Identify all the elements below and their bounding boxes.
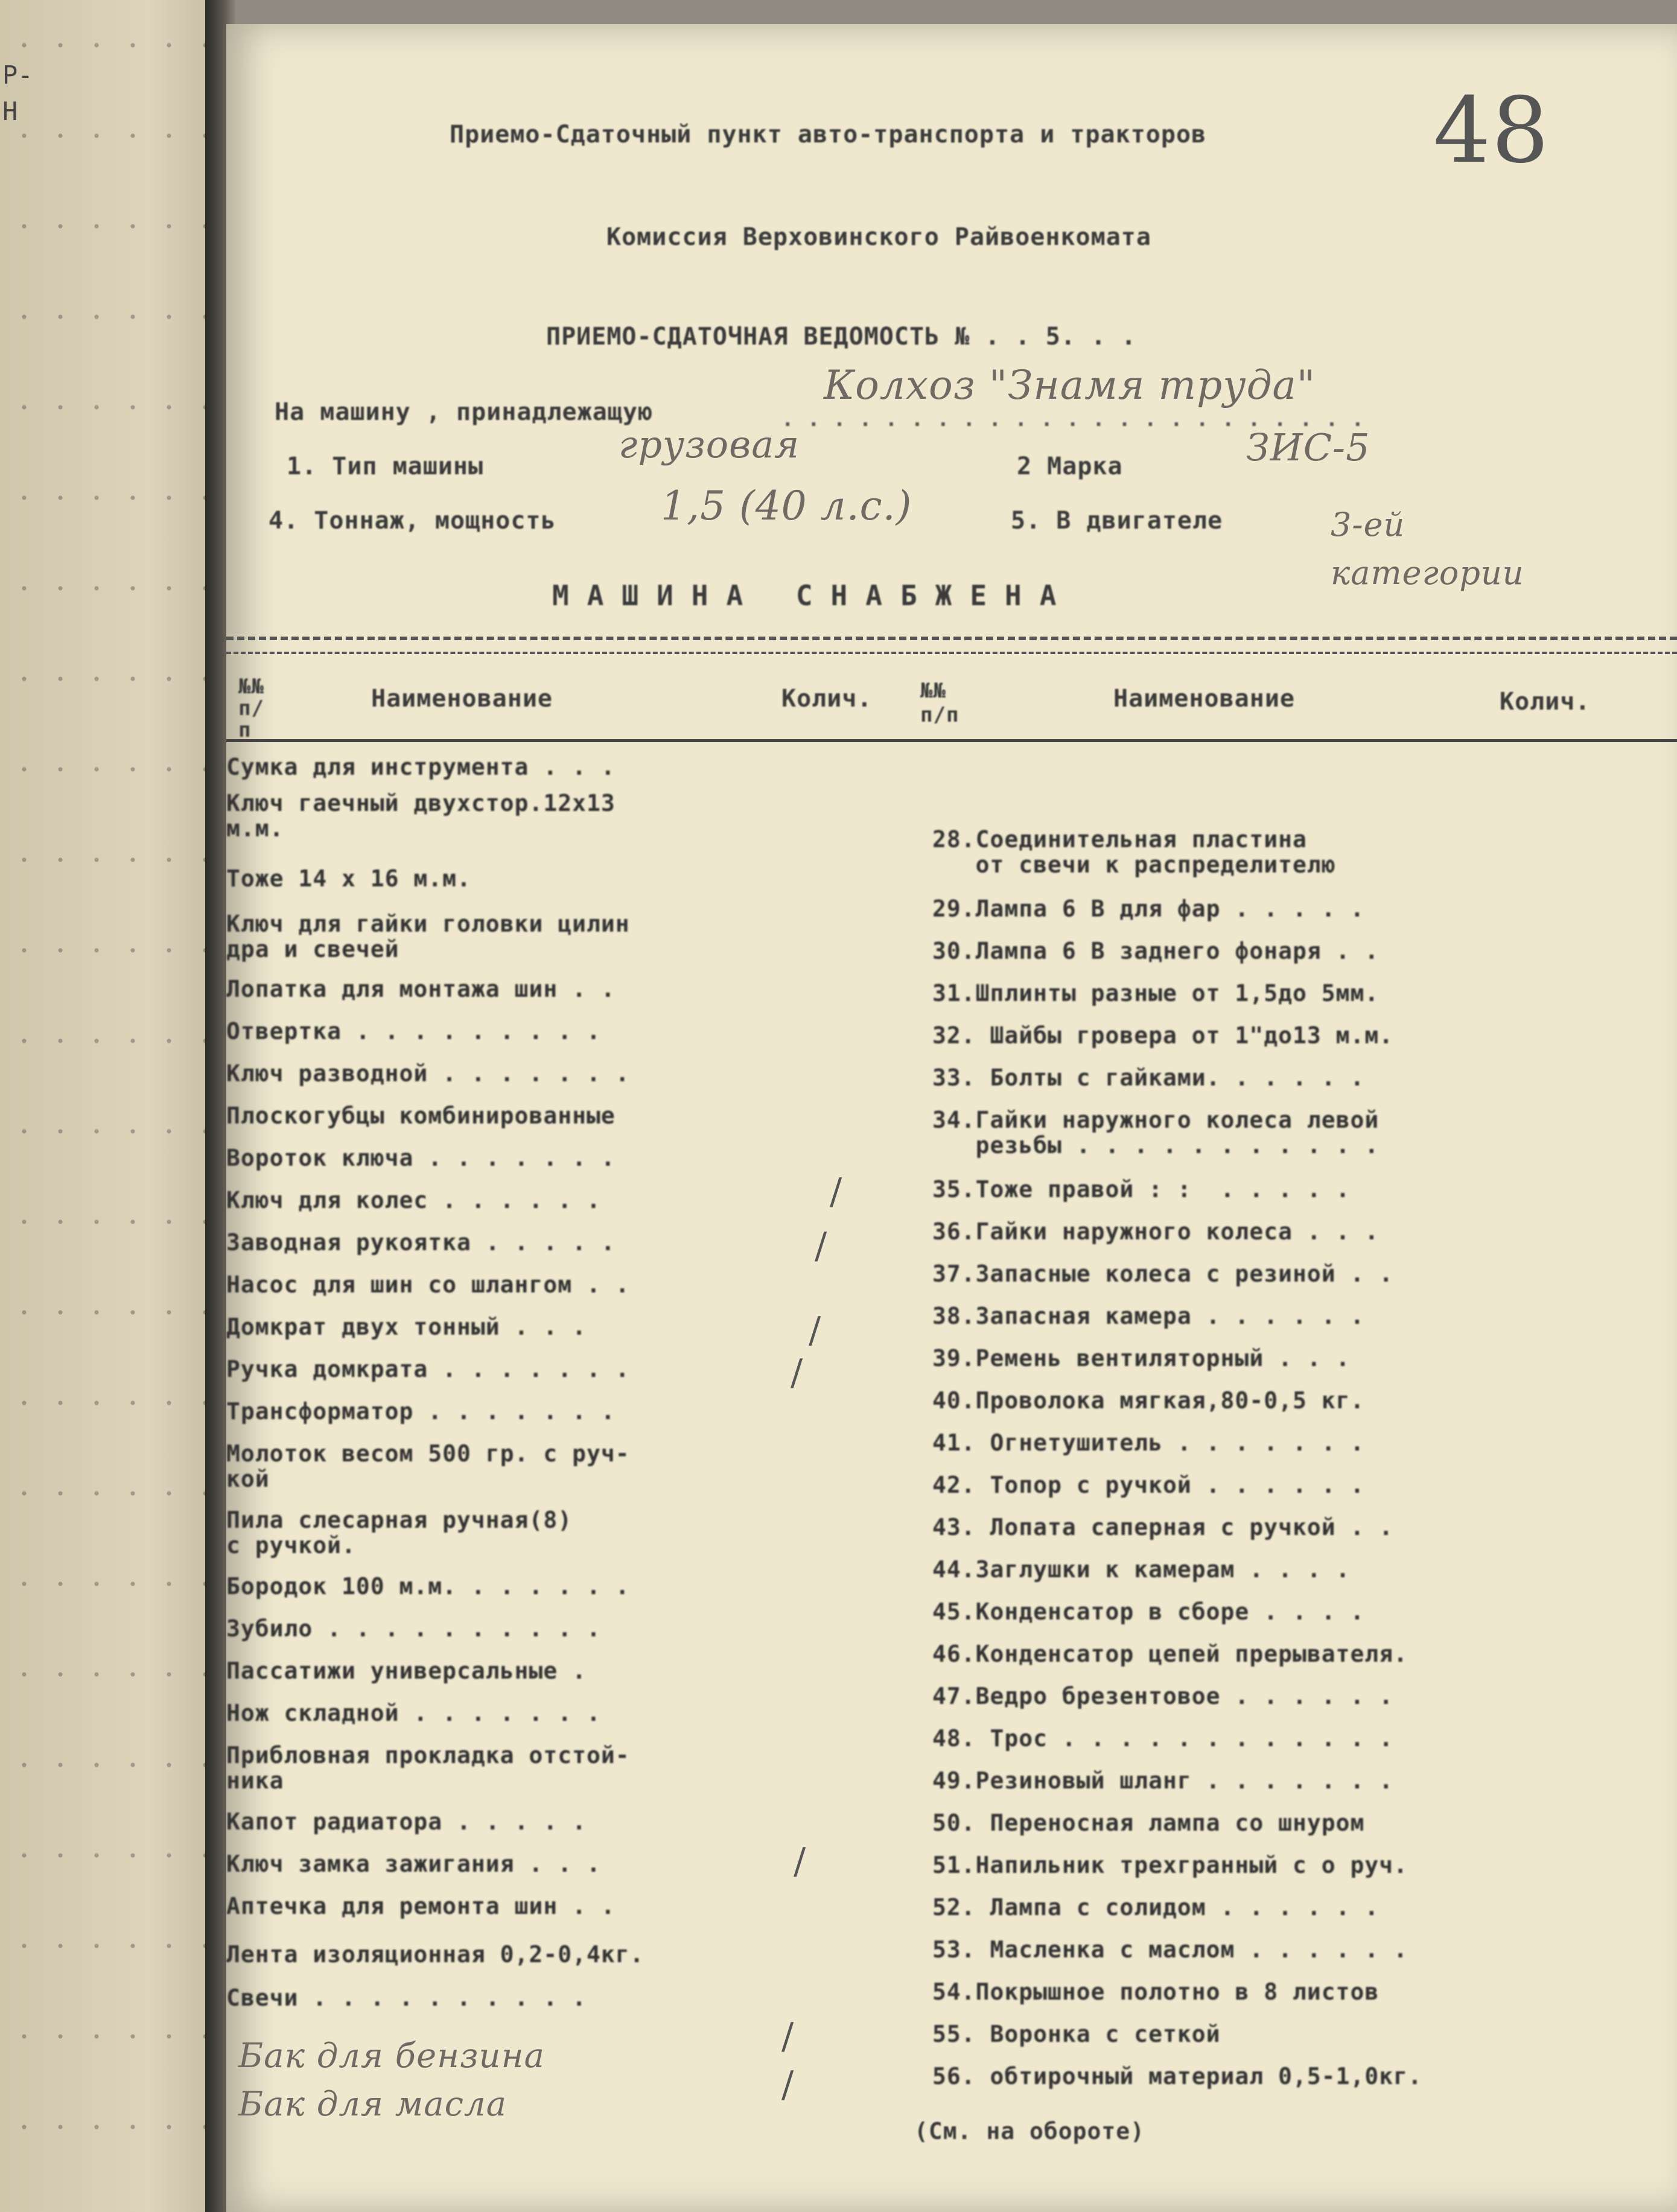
left-page-fragment: Н <box>2 97 18 126</box>
brand-value: ЗИС-5 <box>1246 425 1370 469</box>
list-item: 37.Запасные колеса с резиной . . <box>932 1260 1394 1287</box>
list-item: Заводная рукоятка . . . . . <box>226 1229 616 1256</box>
list-item: Сумка для инструмента . . . <box>226 754 616 780</box>
check-tick: / <box>781 2015 794 2058</box>
engine-label: 5. В двигателе <box>1011 507 1223 535</box>
left-page-dots <box>0 0 214 2212</box>
list-item: 33. Болты с гайками. . . . . . <box>932 1064 1365 1091</box>
list-item: Ключ гаечный двухстор.12х13 м.м. <box>226 790 616 842</box>
col-name-left: Наименование <box>371 685 553 713</box>
table-header-bottom-rule <box>226 739 1677 742</box>
list-item: Пассатижи универсальные . <box>226 1657 587 1684</box>
handwritten-item: Бак для бензина <box>238 2036 545 2076</box>
list-item: 38.Запасная камера . . . . . . <box>932 1303 1365 1329</box>
tonnage-label: 4. Тоннаж, мощность <box>269 507 556 535</box>
list-item: Прибловная прокладка отстой- ника <box>226 1742 630 1794</box>
check-tick: / <box>815 1225 827 1267</box>
engine-value: 3-ей категории <box>1331 506 1524 592</box>
list-item: 45.Конденсатор в сборе . . . . <box>932 1598 1365 1625</box>
list-item: Пила слесарная ручная(8) с ручкой. <box>226 1507 573 1559</box>
document-page <box>226 24 1677 2212</box>
list-item: Бородок 100 м.м. . . . . . . <box>226 1573 630 1600</box>
list-item: Аптечка для ремонта шин . . <box>226 1893 616 1919</box>
col-name-right: Наименование <box>1113 685 1295 713</box>
list-item: Ключ разводной . . . . . . . <box>226 1060 630 1087</box>
type-value: грузовая <box>619 422 800 466</box>
list-item: 47.Ведро брезентовое . . . . . . <box>932 1683 1394 1709</box>
statement-title: ПРИЕМО-СДАТОЧНАЯ ВЕДОМОСТЬ № . . 5. . . <box>546 323 1137 351</box>
list-item: 53. Масленка с маслом . . . . . . <box>932 1936 1408 1963</box>
list-item: Свечи . . . . . . . . . . <box>226 1985 587 2011</box>
list-item: 50. Переносная лампа со шнуром <box>932 1810 1365 1836</box>
footer-note: (См. на обороте) <box>914 2118 1145 2144</box>
page-number: 48 <box>1433 78 1550 183</box>
list-item: 35.Тоже правой : : . . . . . <box>932 1176 1351 1203</box>
list-item: Ключ для гайки головки цилин дра и свечей <box>226 911 630 962</box>
list-item: Молоток весом 500 гр. с руч- кой <box>226 1440 630 1492</box>
list-item: Ручка домкрата . . . . . . . <box>226 1356 630 1382</box>
list-item: Домкрат двух тонный . . . <box>226 1314 587 1340</box>
check-tick: / <box>791 1352 803 1394</box>
list-item: Вороток ключа . . . . . . . <box>226 1145 616 1171</box>
check-tick: / <box>781 2064 794 2106</box>
owner-value: Колхоз "Знамя труда" <box>824 362 1316 408</box>
list-item: 40.Проволока мягкая,80-0,5 кг. <box>932 1387 1365 1414</box>
check-tick: / <box>830 1171 842 1213</box>
list-item: 43. Лопата саперная с ручкой . . <box>932 1514 1394 1540</box>
col-num-right: №№ п/п <box>920 679 959 727</box>
list-item: Лента изоляционная 0,2-0,4кг. <box>226 1941 644 1968</box>
list-item: 30.Лампа 6 В заднего фонаря . . <box>932 938 1379 964</box>
header-line-1: Приемо-Сдаточный пункт авто-транспорта и тракторов <box>450 121 1207 148</box>
list-item: Трансформатор . . . . . . . <box>226 1398 616 1425</box>
table-top-rule <box>226 637 1677 640</box>
handwritten-item: Бак для масла <box>238 2085 508 2124</box>
list-item: Плоскогубцы комбинированные <box>226 1102 616 1129</box>
list-item: 49.Резиновый шланг . . . . . . . <box>932 1767 1394 1794</box>
list-item: 31.Шплинты разные от 1,5до 5мм. <box>932 980 1379 1006</box>
section-title: МАШИНА СНАБЖЕНА <box>552 579 1075 612</box>
tonnage-value: 1,5 (40 л.с.) <box>661 483 912 529</box>
list-item: Нож складной . . . . . . . <box>226 1700 601 1726</box>
list-item: Отвертка . . . . . . . . . <box>226 1018 601 1044</box>
check-tick: / <box>794 1840 806 1883</box>
type-label: 1. Тип машины <box>287 453 484 480</box>
list-item: 42. Топор с ручкой . . . . . . <box>932 1472 1365 1498</box>
list-item: 48. Трос . . . . . . . . . . . . <box>932 1725 1394 1752</box>
list-item: 51.Напильник трехгранный с о руч. <box>932 1852 1408 1878</box>
list-item: Насос для шин со шлангом . . <box>226 1271 630 1298</box>
list-item: Тоже 14 х 16 м.м. <box>226 865 471 892</box>
left-page-fragment: Р- <box>2 60 33 90</box>
list-item: 41. Огнетушитель . . . . . . . <box>932 1429 1365 1456</box>
list-item: 34.Гайки наружного колеса левой резьбы . . . . . . . . . . . <box>932 1107 1379 1158</box>
list-item: 39.Ремень вентиляторный . . . <box>932 1345 1351 1371</box>
list-item: 44.Заглушки к камерам . . . . <box>932 1556 1351 1583</box>
list-item: 55. Воронка с сеткой <box>932 2021 1221 2047</box>
col-qty-right: Колич. <box>1500 688 1591 716</box>
list-item: 56. обтирочный материал 0,5-1,0кг. <box>932 2063 1422 2090</box>
left-page-edge <box>0 0 214 2212</box>
header-line-2: Комиссия Верховинского Райвоенкомата <box>606 223 1151 251</box>
list-item: 54.Покрышное полотно в 8 листов <box>932 1978 1379 2005</box>
list-item: 29.Лампа 6 В для фар . . . . . <box>932 895 1365 922</box>
list-item: 46.Конденсатор цепей прерывателя. <box>932 1641 1408 1667</box>
list-item: Капот радиатора . . . . . <box>226 1808 587 1835</box>
list-item: 52. Лампа с солидом . . . . . . <box>932 1894 1379 1921</box>
col-qty-left: Колич. <box>781 685 873 713</box>
table-top-rule-2 <box>226 652 1677 654</box>
col-num-left: №№ п/п <box>238 675 264 742</box>
owner-label: На машину , принадлежащую <box>275 398 654 426</box>
list-item: Ключ для колес . . . . . . <box>226 1187 601 1213</box>
list-item: Лопатка для монтажа шин . . <box>226 976 616 1002</box>
list-item: 32. Шайбы гровера от 1"до13 м.м. <box>932 1022 1394 1049</box>
list-item: Ключ замка зажигания . . . <box>226 1851 601 1877</box>
list-item: 36.Гайки наружного колеса . . . <box>932 1218 1379 1245</box>
owner-dots: . . . . . . . . . . . . . . . . . . . . . . . <box>781 407 1365 431</box>
list-item: 28.Соединительная пластина от свечи к распределителю <box>932 826 1336 878</box>
brand-label: 2 Марка <box>1017 453 1123 480</box>
list-item: Зубило . . . . . . . . . . <box>226 1615 601 1642</box>
check-tick: / <box>809 1309 821 1352</box>
